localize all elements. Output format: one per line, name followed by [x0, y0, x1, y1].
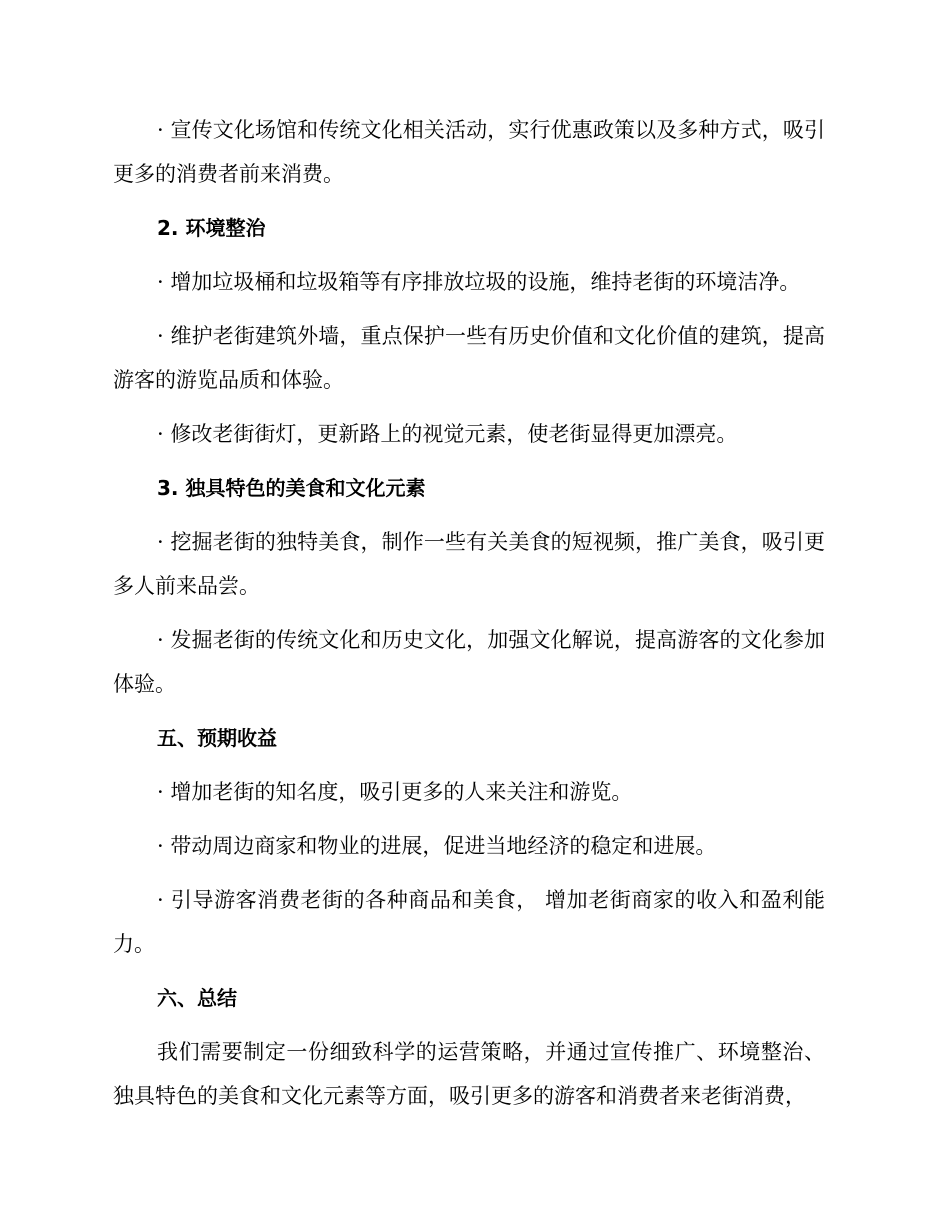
paragraph-trash-bins: · 增加垃圾桶和垃圾箱等有序排放垃圾的设施，维持老街的环境洁净。: [157, 270, 801, 294]
paragraph-building-walls: · 维护老街建筑外墙，重点保护一些有历史价值和文化价值的建筑，提高游客的游览品质和体验。: [113, 324, 825, 392]
paragraph-street-lights: · 修改老街街灯，更新路上的视觉元素，使老街显得更加漂亮。: [157, 422, 738, 446]
paragraph-culture-history: · 发掘老街的传统文化和历史文化，加强文化解说，提高游客的文化参加体验。: [113, 628, 825, 696]
paragraph-popularity: · 增加老街的知名度，吸引更多的人来关注和游览。: [157, 780, 633, 804]
paragraph-food-videos: · 挖掘老街的独特美食，制作一些有关美食的短视频，推广美食，吸引更多人前来品尝。: [113, 530, 825, 598]
section-heading-summary: 六、总结: [157, 986, 237, 1010]
section-heading-food-culture: 3. 独具特色的美食和文化元素: [157, 476, 426, 500]
section-heading-environment: 2. 环境整治: [157, 216, 266, 240]
paragraph-promotion-venues: · 宣传文化场馆和传统文化相关活动，实行优惠政策以及多种方式，吸引更多的消费者前来消费。: [113, 118, 825, 186]
paragraph-merchant-income: · 引导游客消费老街的各种商品和美食， 增加老街商家的收入和盈利能力。: [113, 888, 825, 956]
paragraph-summary: 我们需要制定一份细致科学的运营策略，并通过宣传推广、环境整治、独具特色的美食和文化元素等方面，吸引更多的游客和消费者来老街消费，: [113, 1040, 825, 1108]
section-heading-expected-benefits: 五、预期收益: [157, 726, 277, 750]
document-page: [113, 108, 825, 1118]
paragraph-local-economy: · 带动周边商家和物业的进展，促进当地经济的稳定和进展。: [157, 834, 717, 858]
